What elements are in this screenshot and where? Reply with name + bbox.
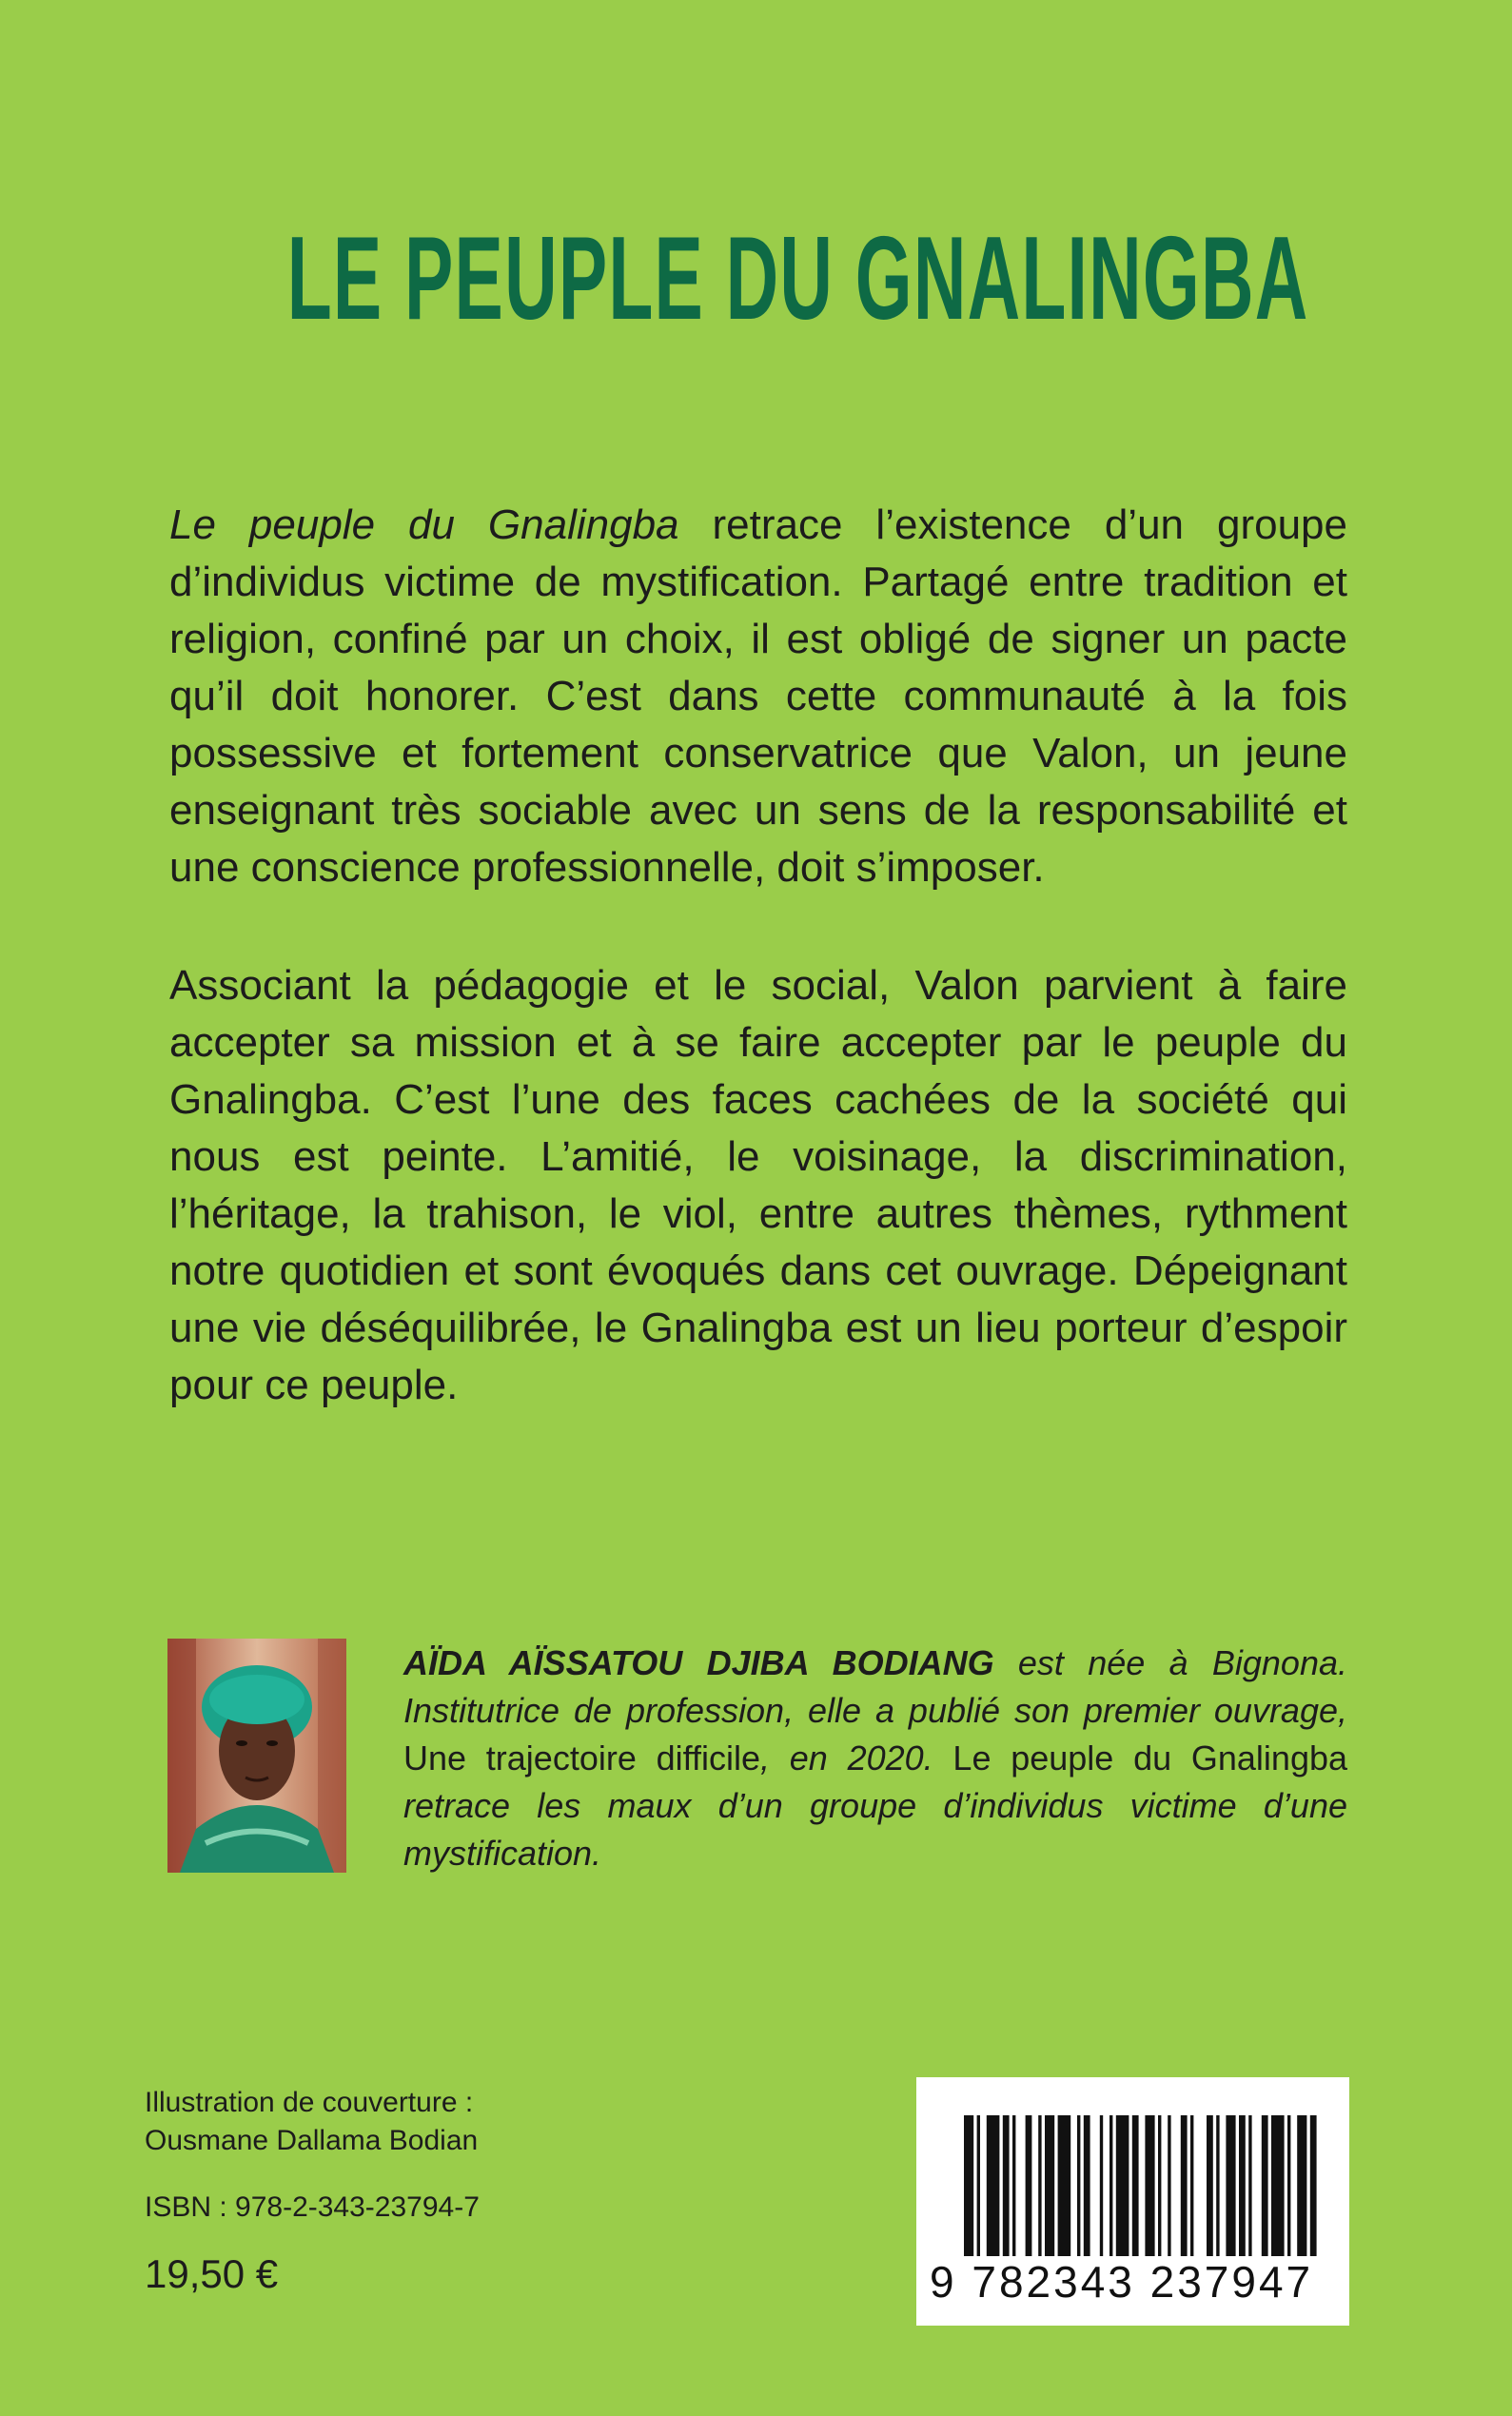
barcode-bar — [1207, 2115, 1213, 2256]
book-price: 19,50 € — [145, 2251, 279, 2296]
barcode-bar — [1310, 2115, 1317, 2256]
summary-paragraph-1 — [169, 497, 1347, 896]
barcode-bar — [987, 2115, 1000, 2256]
barcode-bar — [1058, 2115, 1071, 2256]
author-bio — [403, 1640, 1347, 1877]
author-portrait-icon — [167, 1639, 346, 1873]
barcode-digits: 9 782343 237947 — [930, 2257, 1314, 2307]
barcode-bar — [1287, 2115, 1290, 2256]
barcode-bar — [1248, 2115, 1251, 2256]
summary-paragraph-1-text: retrace l’existence d’un groupe d’individus victime de mystification. Partagé entre tradition et religion, confiné par un choix, il est obligé de signer un pacte qu’il doit honorer. C’est dans cette communauté à la fois possessive et fortement conservatrice que Valon, un jeune enseignant très sociable avec un sens de la responsabilité et une conscience professionnelle, doit s’imposer. — [169, 501, 1347, 891]
barcode-bar — [964, 2115, 973, 2256]
barcode-bar — [1190, 2115, 1193, 2256]
barcode-bar — [1045, 2115, 1054, 2256]
barcode — [916, 2077, 1349, 2326]
barcode-bar — [1158, 2115, 1161, 2256]
barcode-bar — [1132, 2115, 1139, 2256]
author-bio-part-2: , en 2020. — [760, 1738, 953, 1778]
summary-paragraph-2: Associant la pédagogie et le social, Valon parvient à faire accepter sa mission et à se faire accepter par le peuple du Gnalingba. C’est l’une des faces cachées de la société qui nous est peinte. L’amitié, le voisinage, la discrimination, l’héritage, la trahison, le viol, entre autres thèmes, rythment notre quotidien et sont évoqués dans cet ouvrage. Dépeignant une vie déséquilibrée, le Gnalingba est un lieu porteur d’espoir pour ce peuple. — [169, 962, 1347, 1408]
barcode-bar — [1145, 2115, 1154, 2256]
barcode-bar — [1116, 2115, 1129, 2256]
this-book-title: Le peuple du Gnalingba — [952, 1738, 1348, 1778]
barcode-bar — [1038, 2115, 1041, 2256]
summary-title-italic: Le peuple du Gnalingba — [169, 501, 679, 548]
author-bio-part-1: est née à Bignona. Institutrice de profession, elle a publié son premier ouvrage, — [403, 1643, 1347, 1730]
barcode-bar — [1271, 2115, 1285, 2256]
isbn-number: ISBN : 978-2-343-23794-7 — [145, 2191, 480, 2223]
barcode-bar — [1168, 2115, 1170, 2256]
barcode-bar — [1262, 2115, 1268, 2256]
illustration-credit-label: Illustration de couverture : — [145, 2087, 474, 2118]
barcode-bar — [1239, 2115, 1246, 2256]
author-photo — [167, 1639, 346, 1873]
first-book-title: Une trajectoire difficile — [403, 1738, 761, 1778]
book-title: LE PEUPLE DU GNALINGBA — [286, 213, 1309, 344]
barcode-bar — [1181, 2115, 1188, 2256]
barcode-bar — [1026, 2115, 1032, 2256]
barcode-bar — [1003, 2115, 1010, 2256]
barcode-bar — [1297, 2115, 1306, 2256]
barcode-bar — [977, 2115, 980, 2256]
barcode-bar — [1216, 2115, 1219, 2256]
author-bio-part-3: retrace les maux d’un groupe d’individus victime d’une mystification. — [403, 1786, 1347, 1873]
barcode-bar — [1226, 2115, 1235, 2256]
barcode-bar — [1100, 2115, 1103, 2256]
barcode-bars-icon — [916, 2077, 1349, 2258]
barcode-bar — [1084, 2115, 1090, 2256]
barcode-bar — [1012, 2115, 1015, 2256]
author-name: AÏDA AÏSSATOU DJIBA BODIANG — [403, 1643, 994, 1682]
barcode-bar — [1077, 2115, 1080, 2256]
barcode-bar — [1109, 2115, 1112, 2256]
illustrator-name: Ousmane Dallama Bodian — [145, 2125, 479, 2156]
